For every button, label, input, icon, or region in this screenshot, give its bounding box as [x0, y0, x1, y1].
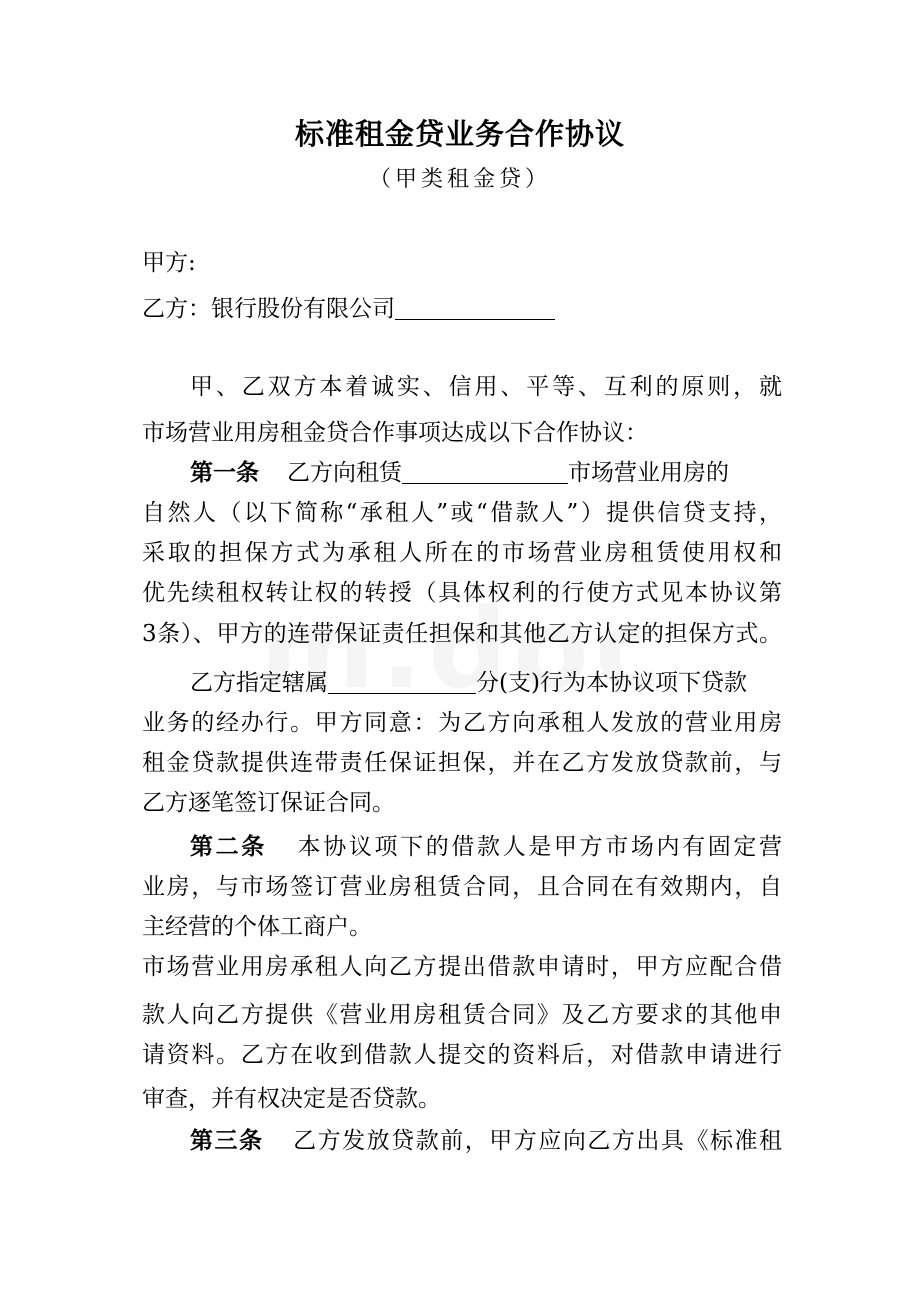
article-1-line: 3条）、甲方的连带保证责任担保和其他乙方认定的担保方式。 — [142, 621, 782, 647]
watermark — [260, 585, 660, 713]
article-2-line: 请资料。乙方在收到借款人提交的资料后，对借款申请进行 — [142, 1042, 782, 1068]
article-1-line: 乙方逐笔签订保证合同。 — [142, 790, 395, 816]
article-1-line: 租金贷款提供连带责任保证担保，并在乙方发放贷款前，与 — [142, 750, 782, 776]
article-2-line: 审查，并有权决定是否贷款。 — [142, 1086, 441, 1112]
article-1-line: 自然人（以下简称“承租人”或“借款人”）提供信贷支持， — [142, 500, 782, 526]
party-b-blank — [395, 293, 555, 320]
preamble-line: 市场营业用房租金贷合作事项达成以下合作协议： — [142, 420, 648, 446]
party-b-line — [142, 286, 782, 332]
preamble-line: 甲、乙双方本着诚实、信用、平等、互利的原则，就 — [190, 374, 782, 400]
article-3-text: 乙方发放贷款前，甲方应向乙方出具《标准租 — [291, 1128, 782, 1154]
article-3-heading: 第三条 — [190, 1128, 264, 1154]
document-subtitle: （甲类租金贷） — [368, 167, 551, 192]
article-1-text: 分(支)行为本协议项下贷款 — [476, 670, 747, 696]
article-1-text: 乙方向租赁 — [287, 460, 402, 486]
party-a-line — [142, 240, 782, 286]
market-name-blank — [402, 457, 568, 484]
article-2-heading: 第二条 — [190, 834, 267, 860]
article-2-line: 业房，与市场签订营业房租赁合同，且合同在有效期内，自 — [142, 874, 782, 900]
article-2-text: 本协议项下的借款人是甲方市场内有固定营 — [294, 834, 782, 860]
article-2-line: 款人向乙方提供《营业用房租赁合同》及乙方要求的其他申 — [142, 1002, 782, 1028]
article-1-line: 优先续租权转让权的转授（具体权利的行使方式见本协议第 — [142, 580, 782, 606]
article-1-text: 乙方指定辖属 — [190, 670, 328, 696]
party-b-label: 乙方：银行股份有限公司 — [142, 296, 395, 322]
article-2-line: 主经营的个体工商户。 — [142, 914, 372, 940]
article-2-line: 市场营业用房承租人向乙方提出借款申请时，甲方应配合借 — [142, 954, 782, 980]
article-1-text: 市场营业用房的 — [568, 460, 729, 486]
article-3-first-line — [190, 1118, 782, 1164]
document-title: 标准租金贷业务合作协议 — [294, 117, 625, 151]
article-1-line: 业务的经办行。甲方同意：为乙方向承租人发放的营业用房 — [142, 710, 782, 736]
article-1-line: 采取的担保方式为承租人所在的市场营业房租赁使用权和 — [142, 540, 782, 566]
article-1-heading: 第一条 — [190, 460, 259, 486]
party-a-label: 甲方: — [142, 250, 196, 276]
